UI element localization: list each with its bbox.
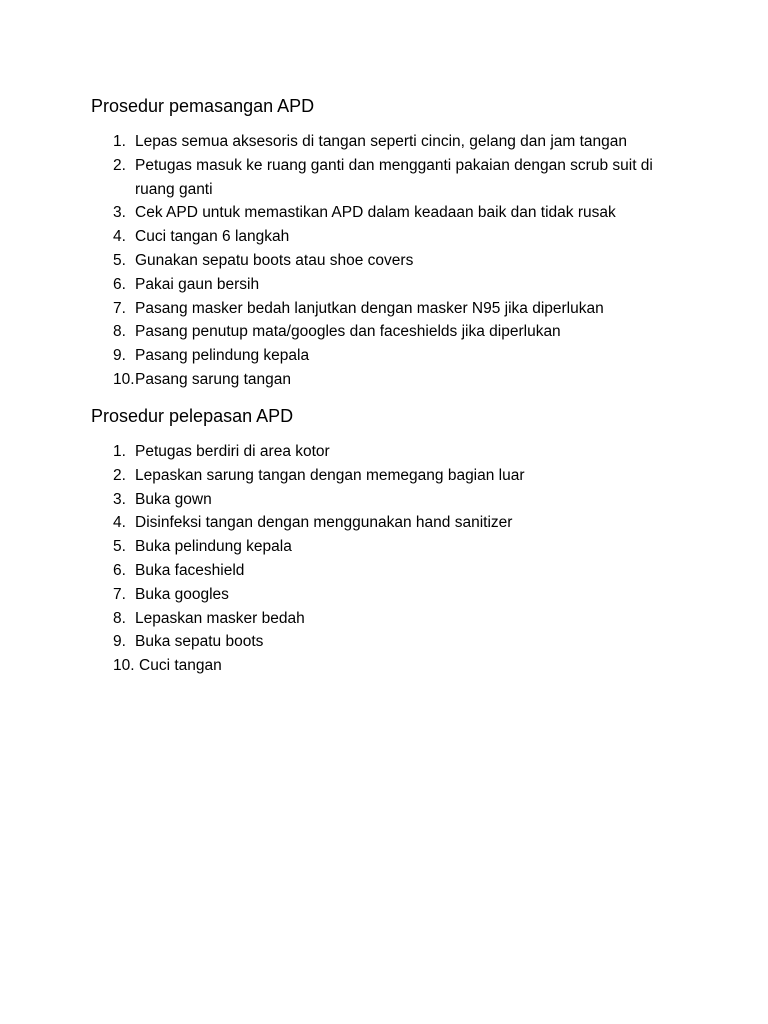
item-number: 8. xyxy=(113,609,126,627)
item-number: 7. xyxy=(113,585,126,603)
item-number: 6. xyxy=(113,275,126,293)
list-item xyxy=(113,297,693,321)
item-text: Pasang masker bedah lanjutkan dengan masker N95 jika diperlukan xyxy=(135,299,604,317)
item-text: Cuci tangan 6 langkah xyxy=(135,228,290,246)
item-number: 9. xyxy=(113,347,126,365)
item-number: 5. xyxy=(113,538,126,556)
item-number: 1. xyxy=(113,443,126,460)
item-number: 2. xyxy=(113,466,126,484)
procedure-list-pelepasan xyxy=(113,440,693,678)
item-number: 9. xyxy=(113,633,126,651)
item-number: 3. xyxy=(113,204,126,222)
item-text: Buka sepatu boots xyxy=(135,633,264,651)
list-item xyxy=(113,154,693,202)
item-text: Pasang sarung tangan xyxy=(135,370,291,388)
item-text: Buka gown xyxy=(135,490,212,508)
item-number: 10. xyxy=(113,370,135,388)
list-item xyxy=(113,344,693,368)
item-text: Cuci tangan xyxy=(139,657,222,675)
item-text: Petugas berdiri di area kotor xyxy=(135,443,330,460)
list-item xyxy=(113,630,693,654)
item-text: Cek APD untuk memastikan APD dalam keadaan baik dan tidak rusak xyxy=(135,204,616,222)
item-text: Gunakan sepatu boots atau shoe covers xyxy=(135,251,414,269)
item-text: Buka pelindung kepala xyxy=(135,538,292,556)
list-item xyxy=(113,583,693,607)
list-item xyxy=(113,559,693,583)
list-item xyxy=(113,130,693,154)
list-item xyxy=(113,488,693,512)
list-item xyxy=(113,654,693,678)
list-item xyxy=(113,607,693,631)
list-item xyxy=(113,201,693,225)
section-title-pemasangan: Prosedur pemasangan APD xyxy=(91,96,315,116)
item-text: Petugas masuk ke ruang ganti dan mengganti pakaian dengan scrub suit di ruang ganti xyxy=(135,156,653,198)
item-text: Disinfeksi tangan dengan menggunakan hand sanitizer xyxy=(135,514,513,532)
item-text: Buka faceshield xyxy=(135,561,245,579)
list-item xyxy=(113,320,693,344)
section-title-pelepasan: Prosedur pelepasan APD xyxy=(91,406,294,426)
item-number: 6. xyxy=(113,561,126,579)
item-text: Lepaskan sarung tangan dengan memegang bagian luar xyxy=(135,466,525,484)
item-number: 8. xyxy=(113,323,126,341)
procedure-list-pemasangan xyxy=(113,130,693,392)
list-item xyxy=(113,249,693,273)
list-item xyxy=(113,535,693,559)
item-text: Pasang pelindung kepala xyxy=(135,347,310,365)
list-item xyxy=(113,225,693,249)
list-item xyxy=(113,273,693,297)
item-number: 4. xyxy=(113,514,126,532)
item-number: 7. xyxy=(113,299,126,317)
item-number: 3. xyxy=(113,490,126,508)
item-text: Lepaskan masker bedah xyxy=(135,609,305,627)
item-text: Pasang penutup mata/googles dan faceshields jika diperlukan xyxy=(135,323,561,341)
item-number: 2. xyxy=(113,156,126,174)
list-item xyxy=(113,511,693,535)
list-item xyxy=(113,464,693,488)
item-text: Buka googles xyxy=(135,585,229,603)
item-number: 5. xyxy=(113,251,126,269)
item-number: 4. xyxy=(113,228,126,246)
item-text: Pakai gaun bersih xyxy=(135,275,260,293)
item-text: Lepas semua aksesoris di tangan seperti cincin, gelang dan jam tangan xyxy=(135,133,628,150)
list-item xyxy=(113,368,693,392)
item-number: 10. xyxy=(113,657,135,675)
list-item xyxy=(113,440,693,464)
item-number: 1. xyxy=(113,133,126,150)
